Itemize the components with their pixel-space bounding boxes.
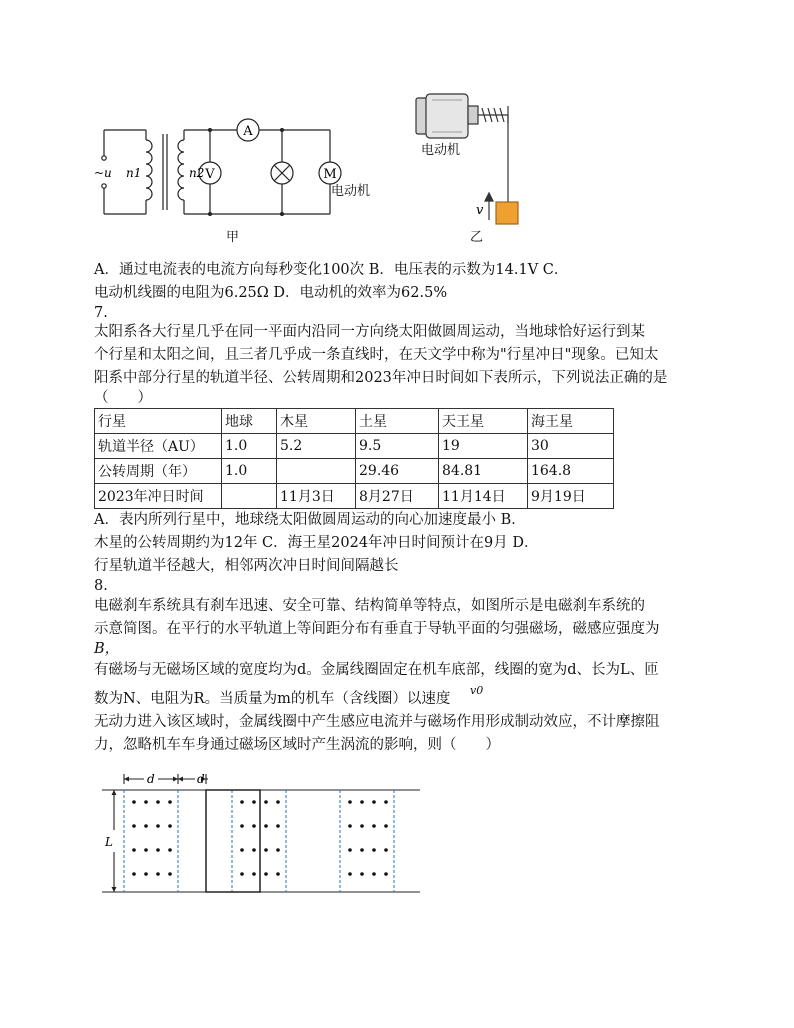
field-dot xyxy=(372,824,376,828)
motor-label-jia: 电动机 xyxy=(331,184,371,199)
n2-label: n2 xyxy=(189,166,205,180)
table-header-row xyxy=(95,409,614,434)
field-dot xyxy=(372,848,376,852)
table-cell xyxy=(277,459,356,484)
table-cell: 5.2 xyxy=(277,434,356,459)
field-dot xyxy=(240,800,244,804)
field-dot xyxy=(156,800,160,804)
table-cell xyxy=(222,484,277,509)
q7-stem-line1: 太阳系各大行星几乎在同一平面内沿同一方向绕太阳做圆周运动，当地球恰好运行到某 xyxy=(94,324,645,340)
table-header-cell: 天王星 xyxy=(439,409,528,434)
q7-options-line3: 行星轨道半径越大，相邻两次冲日时间间隔越长 xyxy=(94,558,399,574)
caption-jia: 甲 xyxy=(226,230,240,245)
planet-table xyxy=(94,408,614,509)
q8-stem-line7: 力，忽略机车车身通过磁场区域时产生涡流的影响，则（ ） xyxy=(94,737,500,753)
q7-number: 7. xyxy=(94,305,108,321)
table-cell: 2023年冲日时间 xyxy=(95,484,222,509)
field-dot xyxy=(132,824,136,828)
dim-d-label-1: d xyxy=(147,772,155,786)
field-dot xyxy=(348,800,352,804)
q7-options-line1: A．表内所列行星中，地球绕太阳做圆周运动的向心加速度最小 B． xyxy=(94,512,526,528)
q8-number: 8. xyxy=(94,578,108,594)
table-cell: 19 xyxy=(439,434,528,459)
field-dot xyxy=(264,824,268,828)
motor-symbol-label: M xyxy=(323,167,337,182)
field-dot xyxy=(384,848,388,852)
table-cell: 29.46 xyxy=(356,459,439,484)
table-cell: 1.0 xyxy=(222,434,277,459)
field-dot xyxy=(144,872,148,876)
field-dot xyxy=(372,872,376,876)
field-dot xyxy=(348,824,352,828)
field-dot xyxy=(264,800,268,804)
table-cell: 9.5 xyxy=(356,434,439,459)
voltmeter-label: V xyxy=(205,167,215,182)
field-dot xyxy=(156,872,160,876)
table-header-cell: 海王星 xyxy=(528,409,614,434)
table-cell: 84.81 xyxy=(439,459,528,484)
field-dot xyxy=(132,872,136,876)
field-dot xyxy=(252,872,256,876)
q8-stem-line3: B， xyxy=(94,641,120,657)
field-dot xyxy=(276,872,280,876)
field-dot xyxy=(156,848,160,852)
field-dot xyxy=(348,872,352,876)
q8-stem-line1: 电磁刹车系统具有刹车迅速、安全可靠、结构简单等特点，如图所示是电磁刹车系统的 xyxy=(94,598,645,614)
q7-stem-line3: 阳系中部分行星的轨道半径、公转周期和2023年冲日时间如下表所示，下列说法正确的是 xyxy=(94,370,668,386)
table-row xyxy=(95,434,614,459)
field-dot xyxy=(348,848,352,852)
field-dot xyxy=(144,800,148,804)
field-dot xyxy=(252,848,256,852)
field-dot xyxy=(252,800,256,804)
source-label: ~u xyxy=(94,166,112,180)
q7-stem-line4: （ ） xyxy=(94,390,152,406)
field-dot xyxy=(240,848,244,852)
table-header-cell: 土星 xyxy=(356,409,439,434)
field-dot xyxy=(264,872,268,876)
table-cell: 9月19日 xyxy=(528,484,614,509)
table-row xyxy=(95,484,614,509)
table-cell: 11月14日 xyxy=(439,484,528,509)
field-dot xyxy=(384,872,388,876)
table-cell: 11月3日 xyxy=(277,484,356,509)
dim-L-label: L xyxy=(105,835,113,849)
field-dot xyxy=(168,848,172,852)
q8-stem-line5: 数为N、电阻为R。当质量为m的机车（含线圈）以速度 xyxy=(94,691,451,707)
ammeter-label: A xyxy=(243,124,253,139)
q8-stem-line4: 有磁场与无磁场区域的宽度均为d。金属线圈固定在机车底部，线圈的宽为d、长为L、匝 xyxy=(94,662,659,678)
q8-stem-line2: 示意简图。在平行的水平轨道上等间距分布有垂直于导轨平面的匀强磁场，磁感应强度为 xyxy=(94,621,660,637)
field-dot xyxy=(168,872,172,876)
field-dot xyxy=(240,872,244,876)
field-dot xyxy=(264,848,268,852)
q6-options-line2: 电动机线圈的电阻为6.25Ω D．电动机的效率为62.5% xyxy=(94,285,448,301)
field-dot xyxy=(252,824,256,828)
field-dot xyxy=(132,848,136,852)
table-cell: 164.8 xyxy=(528,459,614,484)
field-dot xyxy=(360,848,364,852)
field-dot xyxy=(144,824,148,828)
q6-options-line1: A．通过电流表的电流方向每秒变化100次 B．电压表的示数为14.1V C． xyxy=(94,262,569,278)
velocity-label: v xyxy=(476,203,484,218)
field-dot xyxy=(276,800,280,804)
magnetic-brake-diagram xyxy=(96,770,426,900)
table-header-cell: 木星 xyxy=(277,409,356,434)
motor-label-yi: 电动机 xyxy=(421,143,461,158)
q7-options-line2: 木星的公转周期约为12年 C．海王星2024年冲日时间预计在9月 D． xyxy=(94,535,539,551)
field-dot xyxy=(240,824,244,828)
field-dot xyxy=(360,872,364,876)
field-dot xyxy=(168,824,172,828)
field-dot xyxy=(276,848,280,852)
q8-stem-line6: 无动力进入该区域时，金属线圈中产生感应电流并与磁场作用形成制动效应，不计摩擦阻 xyxy=(94,714,660,730)
n1-label: n1 xyxy=(126,166,142,180)
dim-d-label-2: d xyxy=(197,772,205,786)
table-cell: 轨道半径（AU） xyxy=(95,434,222,459)
field-dot xyxy=(384,824,388,828)
table-row xyxy=(95,459,614,484)
field-dot xyxy=(276,824,280,828)
field-dot xyxy=(132,800,136,804)
field-dot xyxy=(144,848,148,852)
table-cell: 公转周期（年） xyxy=(95,459,222,484)
table-cell: 1.0 xyxy=(222,459,277,484)
field-dot xyxy=(372,800,376,804)
table-header-cell: 地球 xyxy=(222,409,277,434)
field-dot xyxy=(156,824,160,828)
field-dot xyxy=(168,800,172,804)
field-dot xyxy=(360,824,364,828)
table-header-cell: 行星 xyxy=(95,409,222,434)
q7-stem-line2: 个行星和太阳之间，且三者几乎成一条直线时，在天文学中称为"行星冲日"现象。已知太 xyxy=(94,347,659,363)
field-dot xyxy=(360,800,364,804)
v0-symbol: v0 xyxy=(470,684,484,697)
table-cell: 8月27日 xyxy=(356,484,439,509)
table-cell: 30 xyxy=(528,434,614,459)
caption-yi: 乙 xyxy=(470,230,484,245)
field-dot xyxy=(384,800,388,804)
